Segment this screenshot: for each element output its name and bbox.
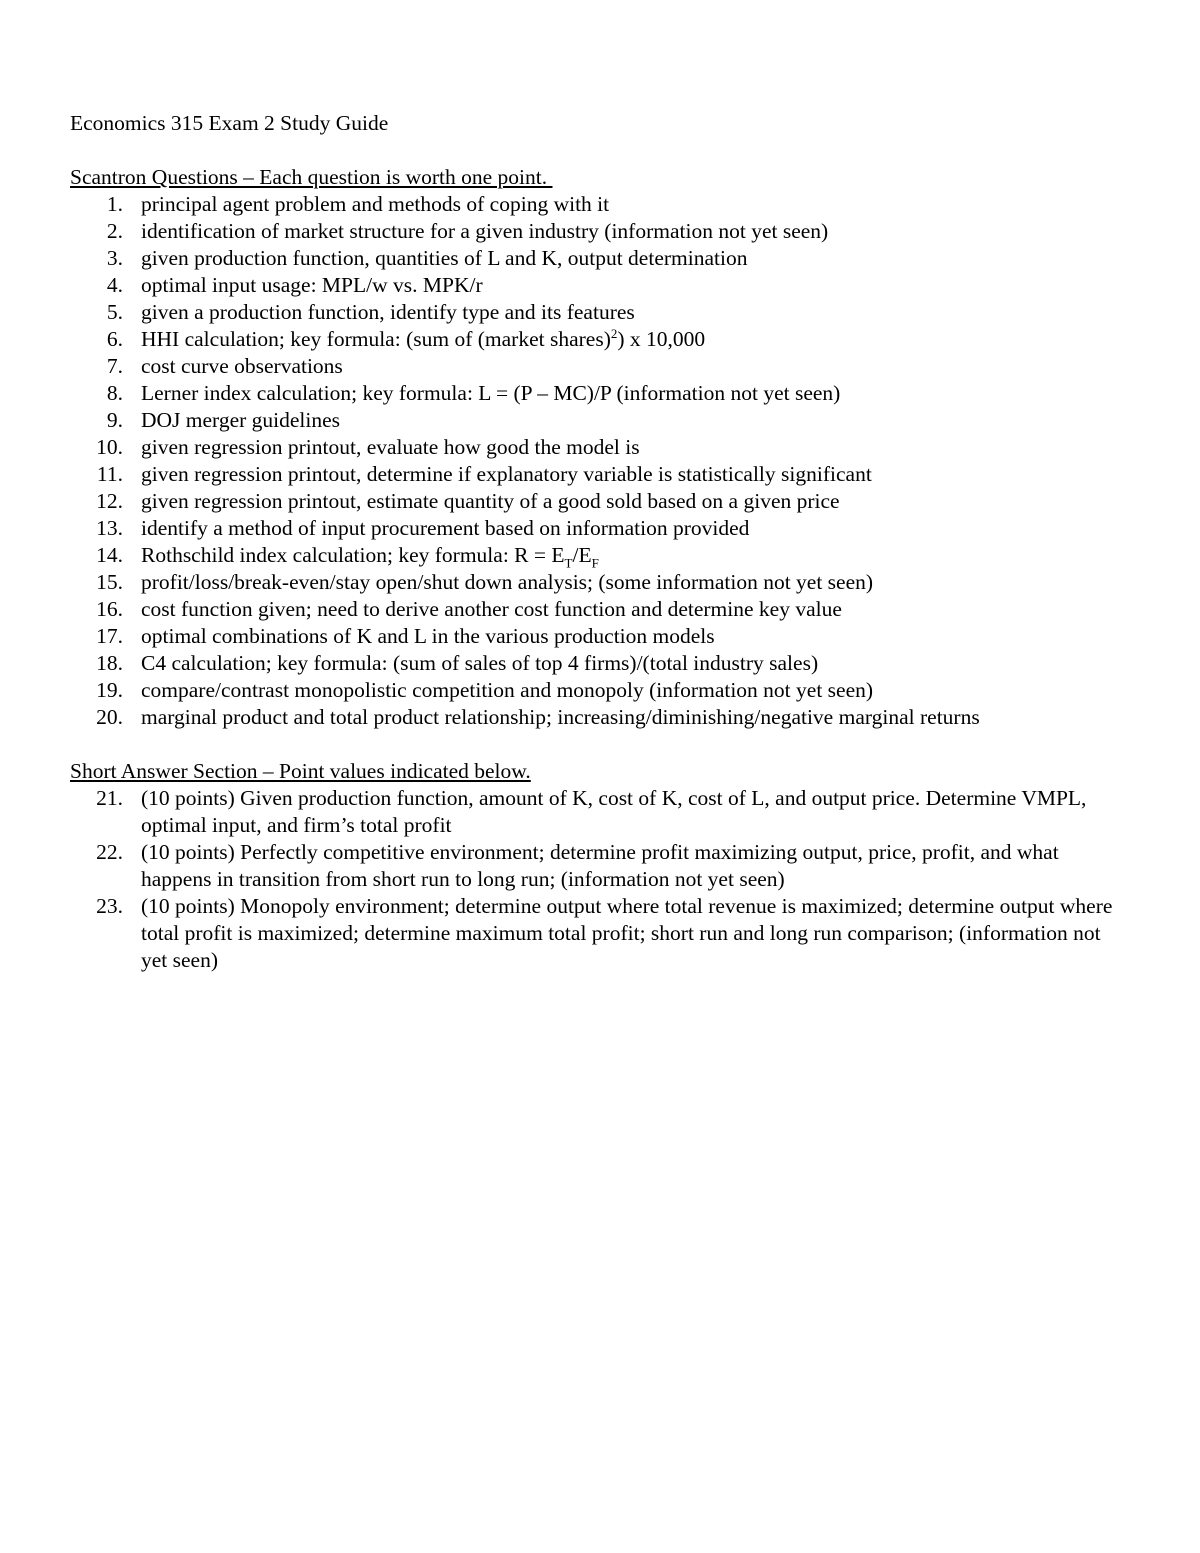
item-number: 23. [96, 894, 123, 918]
scantron-item [70, 704, 1130, 731]
short-answer-item [70, 839, 1130, 893]
document-title: Economics 315 Exam 2 Study Guide [70, 111, 389, 135]
item-text: principal agent problem and methods of coping with it [141, 192, 610, 216]
scantron-item [70, 650, 1130, 677]
item-text: Lerner index calculation; key formula: L = (P – MC)/P (information not yet seen) [141, 381, 841, 405]
scantron-item [70, 326, 1130, 353]
item-text: optimal input usage: MPL/w vs. MPK/r [141, 273, 483, 297]
short-answer-list [70, 785, 1130, 974]
item-text: compare/contrast monopolistic competition and monopoly (information not yet seen) [141, 678, 874, 702]
item-text: given regression printout, determine if explanatory variable is statistically significant [141, 462, 872, 486]
item-number: 15. [96, 570, 123, 594]
scantron-item [70, 569, 1130, 596]
scantron-item [70, 272, 1130, 299]
item-text: (10 points) Perfectly competitive environment; determine profit maximizing output, price, profit, and what happens in transition from short run to long run; (information not yet seen) [141, 840, 1059, 891]
item-text: cost function given; need to derive another cost function and determine key value [141, 597, 842, 621]
scantron-item [70, 461, 1130, 488]
item-number: 14. [96, 543, 123, 567]
item-text: (10 points) Monopoly environment; determine output where total revenue is maximized; determine output where total profit is maximized; determine maximum total profit; short run and long run comparison; (information not yet seen) [141, 894, 1113, 972]
item-text: given production function, quantities of L and K, output determination [141, 246, 748, 270]
scantron-item [70, 542, 1130, 569]
item-text: cost curve observations [141, 354, 343, 378]
superscript: 2 [610, 325, 618, 341]
item-text: optimal combinations of K and L in the various production models [141, 624, 715, 648]
scantron-item [70, 623, 1130, 650]
section-spacer [70, 731, 1130, 758]
item-text: given regression printout, estimate quantity of a good sold based on a given price [141, 489, 840, 513]
scantron-item [70, 596, 1130, 623]
scantron-item [70, 353, 1130, 380]
item-number: 10. [96, 435, 123, 459]
scantron-item [70, 245, 1130, 272]
item-number: 21. [96, 786, 123, 810]
item-text: C4 calculation; key formula: (sum of sales of top 4 firms)/(total industry sales) [141, 651, 819, 675]
item-text: HHI calculation; key formula: (sum of (market shares)$^2$) x 10,000 [141, 325, 706, 351]
scantron-item [70, 380, 1130, 407]
item-number: 2. [106, 219, 123, 243]
subscript: T [564, 555, 573, 571]
item-number: 20. [96, 705, 123, 729]
scantron-item [70, 191, 1130, 218]
item-number: 22. [96, 840, 123, 864]
item-text: given a production function, identify type and its features [141, 300, 635, 324]
scantron-item [70, 515, 1130, 542]
short-answer-heading: Short Answer Section – Point values indicated below. [70, 759, 531, 783]
short-answer-item [70, 785, 1130, 839]
item-number: 1. [106, 192, 123, 216]
item-number: 11. [96, 462, 123, 486]
item-number: 12. [96, 489, 123, 513]
scantron-heading: Scantron Questions – Each question is worth one point. [70, 165, 553, 189]
item-text: given regression printout, evaluate how good the model is [141, 435, 640, 459]
item-number: 6. [106, 327, 123, 351]
item-number: 16. [96, 597, 123, 621]
scantron-item [70, 488, 1130, 515]
item-number: 3. [106, 246, 123, 270]
item-text: identify a method of input procurement based on information provided [141, 516, 750, 540]
scantron-item [70, 218, 1130, 245]
short-answer-item [70, 893, 1130, 974]
item-text: Rothschild index calculation; key formula: $R = E_T/E_F$ [141, 543, 599, 571]
document-page [70, 110, 1130, 974]
subscript: F [591, 555, 599, 571]
item-text: profit/loss/break-even/stay open/shut down analysis; (some information not yet seen) [141, 570, 874, 594]
scantron-item [70, 299, 1130, 326]
item-number: 13. [96, 516, 123, 540]
item-number: 17. [96, 624, 123, 648]
item-number: 19. [96, 678, 123, 702]
scantron-item [70, 407, 1130, 434]
item-number: 8. [106, 381, 123, 405]
scantron-list [70, 191, 1130, 731]
item-text: DOJ merger guidelines [141, 408, 341, 432]
item-number: 9. [106, 408, 123, 432]
item-text: marginal product and total product relationship; increasing/diminishing/negative marginal returns [141, 705, 980, 729]
item-number: 5. [106, 300, 123, 324]
item-text: identification of market structure for a given industry (information not yet seen) [141, 219, 829, 243]
item-number: 18. [96, 651, 123, 675]
item-text: (10 points) Given production function, amount of K, cost of K, cost of L, and output price. Determine VMPL, optimal input, and firm’s total profit [141, 786, 1087, 837]
scantron-item [70, 434, 1130, 461]
item-number: 7. [106, 354, 123, 378]
scantron-item [70, 677, 1130, 704]
item-number: 4. [106, 273, 123, 297]
